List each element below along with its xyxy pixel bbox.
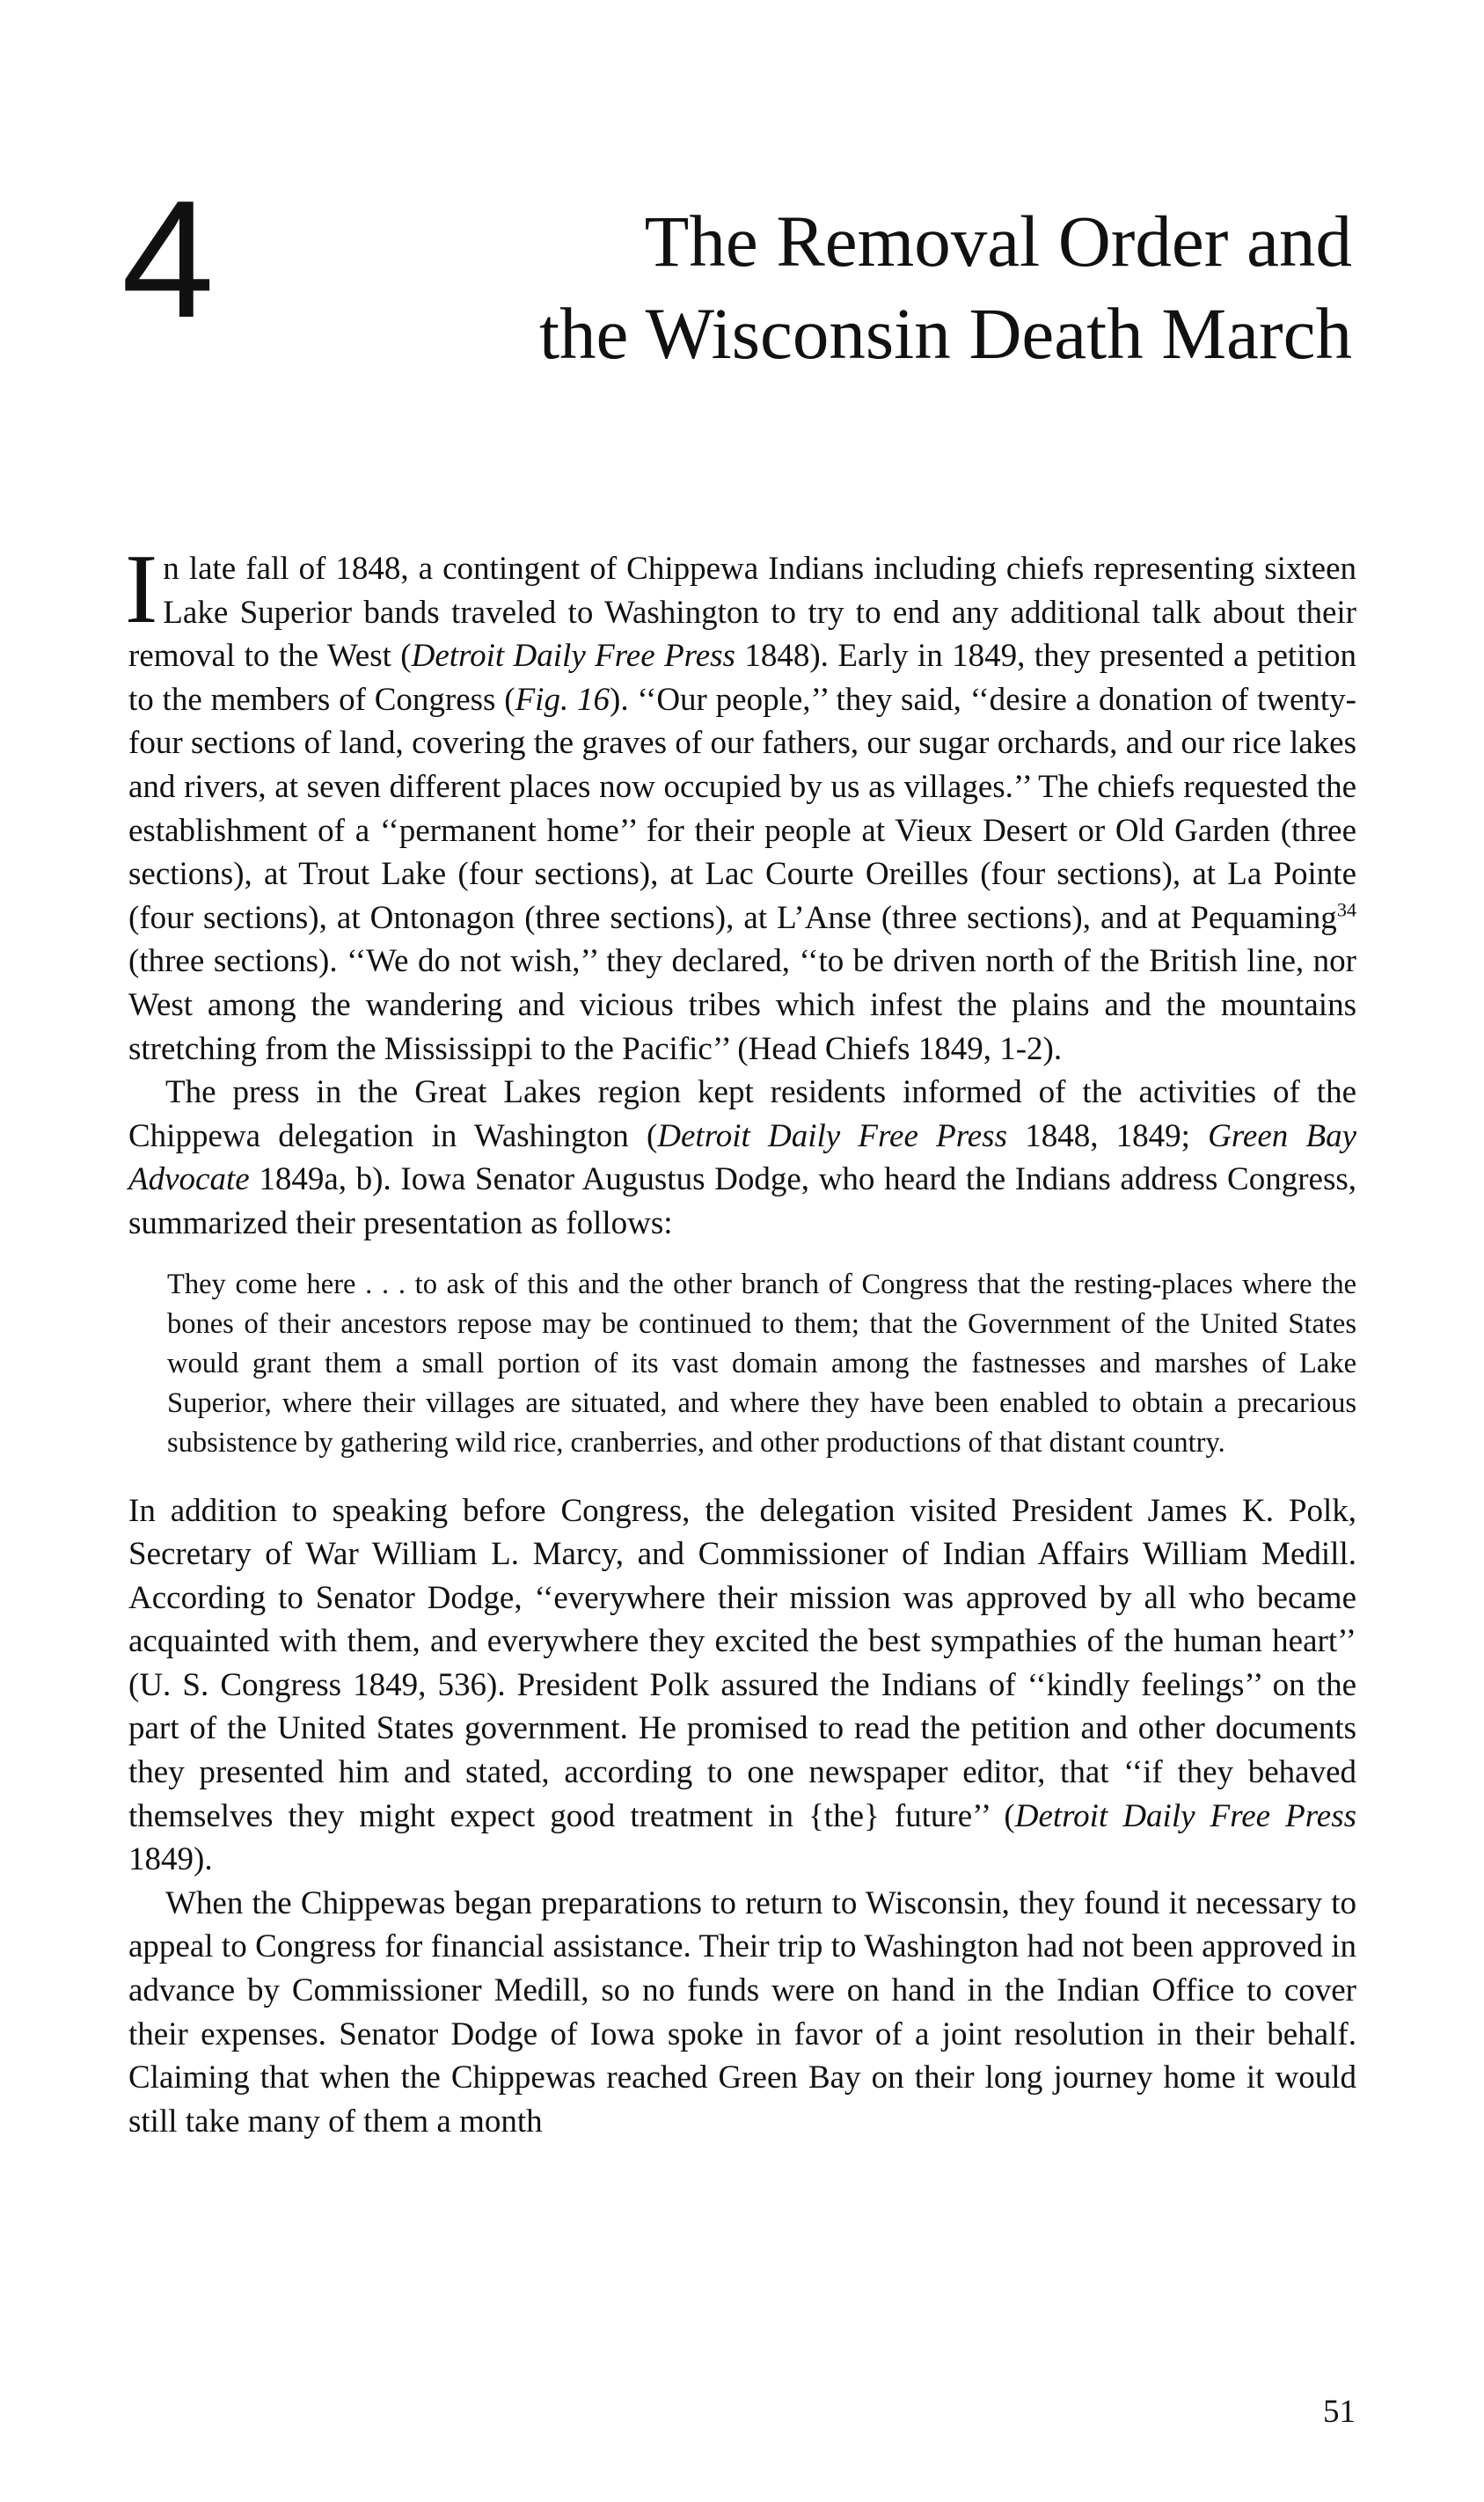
citation-title: Green Bay Advocate [128, 1117, 1356, 1198]
chapter-title-line-2: the Wisconsin Death March [538, 293, 1352, 374]
citation-title: Detroit Daily Free Press [1014, 1797, 1356, 1834]
body-text [125, 535, 1356, 2143]
block-quote [167, 1265, 1356, 1463]
chapter-number: 4 [121, 166, 215, 353]
page-number: 51 [1323, 2394, 1356, 2430]
paragraph-2: The press in the Great Lakes region kept residents informed of the activities of the Chippewa delegation in Washington (Detroit Daily Free Press 1848, 1849; Green Bay Advocate 1849a, b). Iowa Senator Augustus Dodge, who heard the Indians address Congress, summarized their presentation as follows: [128, 1074, 1356, 1241]
footnote-marker: 34 [1336, 898, 1356, 921]
paragraph-3: In addition to speaking before Congress, the delegation visited President James K. Polk, Secretary of War William L. Marcy, and Commissioner of Indian Affairs William Medill. According to Senator Dodge, ‘‘everywhere their mission was approved by all who became acquainted with them, and everywhere they excited the best sympathies of the human heart’’ (U. S. Congress 1849, 536). President Polk assured the Indians of ‘‘kindly feelings’’ on the part of the United States government. He promised to read the petition and other documents they presented him and stated, according to one newspaper editor, that ‘‘if they behaved themselves they might expect good treatment in {the} future’’ (Detroit Daily Free Press 1849). [128, 1492, 1356, 1878]
drop-cap: I [125, 535, 158, 644]
chapter-title-line-1: The Removal Order and [644, 201, 1352, 282]
paragraph-4: When the Chippewas began preparations to return to Wisconsin, they found it necessary to appeal to Congress for financial assistance. Their trip to Washington had not been approved in advance by Commissioner Medill, so no funds were on hand in the Indian Office to cover their expenses. Senator Dodge of Iowa spoke in favor of a joint resolution in their behalf. Claiming that when the Chippewas reached Green Bay on their long journey home it would still take many of them a month [128, 1884, 1356, 2140]
citation-title: Detroit Daily Free Press [411, 638, 735, 675]
citation-title: Detroit Daily Free Press [657, 1117, 1007, 1154]
chapter-title [539, 195, 1352, 380]
figure-reference: Fig. 16 [515, 681, 610, 718]
paragraph-1: In late fall of 1848, a contingent of Chippewa Indians including chiefs representing sixteen Lake Superior bands traveled to Washington to try to end any additional talk about their removal to the West (Detroit Daily Free Press 1848). Early in 1849, they presented a petition to the members of Congress (Fig. 16). ‘‘Our people,’’ they said, ‘‘desire a donation of twenty-four sections of land, covering the graves of our fathers, our sugar orchards, and our rice lakes and rivers, at seven different places now occupied by us as villages.’’ The chiefs requested the establishment of a ‘‘permanent home’’ for their people at Vieux Desert or Old Garden (three sections), at Trout Lake (four sections), at Lac Courte Oreilles (four sections), at La Pointe (four sections), at Ontonagon (three sections), at L’Anse (three sections), and at Pequaming$^{34}$ (three sections). ‘‘We do not wish,’’ they declared, ‘‘to be driven north of the British line, nor West among the wandering and vicious tribes which infest the plains and the mountains stretching from the Mississippi to the Pacific’’ (Head Chiefs 1849, 1-2). [125, 535, 1356, 1067]
block-quote-text: They come here . . . to ask of this and the other branch of Congress that the resting-places where the bones of their ancestors repose may be continued to them; that the Government of the United States would grant them a small portion of its vast domain among the fastnesses and marshes of Lake Superior, where their villages are situated, and where they have been enabled to obtain a precarious subsistence by gathering wild rice, cranberries, and other productions of that distant country. [167, 1268, 1356, 1459]
